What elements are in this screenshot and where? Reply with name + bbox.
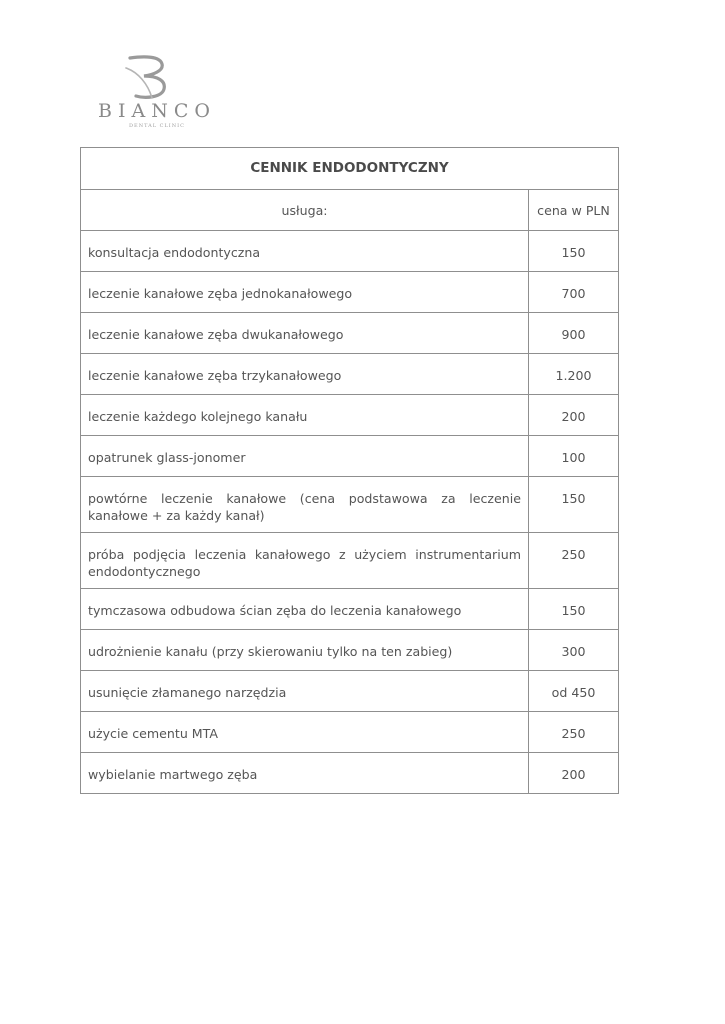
table-row <box>81 589 619 630</box>
service-name: powtórne leczenie kanałowe (cena podstawowa za leczenie kanałowe + za każdy kanał) <box>81 477 529 533</box>
service-price: 200 <box>529 753 619 794</box>
service-price: 150 <box>529 589 619 630</box>
service-price: od 450 <box>529 671 619 712</box>
table-row <box>81 753 619 794</box>
service-name: leczenie kanałowe zęba dwukanałowego <box>81 313 529 354</box>
service-price: 150 <box>529 477 619 533</box>
table-row <box>81 533 619 589</box>
table-row <box>81 436 619 477</box>
service-name: użycie cementu MTA <box>81 712 529 753</box>
service-price: 1.200 <box>529 354 619 395</box>
service-name: leczenie kanałowe zęba trzykanałowego <box>81 354 529 395</box>
service-name: tymczasowa odbudowa ścian zęba do leczenia kanałowego <box>81 589 529 630</box>
service-name: leczenie kanałowe zęba jednokanałowego <box>81 272 529 313</box>
service-price: 700 <box>529 272 619 313</box>
table-row <box>81 477 619 533</box>
table-title-row <box>81 148 619 190</box>
service-name: konsultacja endodontyczna <box>81 231 529 272</box>
table-row <box>81 395 619 436</box>
table-row <box>81 231 619 272</box>
service-name: opatrunek glass-jonomer <box>81 436 529 477</box>
price-table <box>80 147 619 794</box>
service-name: wybielanie martwego zęba <box>81 753 529 794</box>
table-row <box>81 313 619 354</box>
clinic-logo <box>94 54 224 130</box>
table-row <box>81 354 619 395</box>
logo-subtitle: DENTAL CLINIC <box>129 123 185 129</box>
table-header-row <box>81 190 619 231</box>
service-price: 250 <box>529 533 619 589</box>
service-price: 150 <box>529 231 619 272</box>
header-service: usługa: <box>81 190 529 231</box>
table-title: CENNIK ENDODONTYCZNY <box>81 148 619 190</box>
service-name: udrożnienie kanału (przy skierowaniu tylko na ten zabieg) <box>81 630 529 671</box>
service-name: usunięcie złamanego narzędzia <box>81 671 529 712</box>
service-price: 300 <box>529 630 619 671</box>
service-price: 900 <box>529 313 619 354</box>
service-name: próba podjęcia leczenia kanałowego z użyciem instrumentarium endodontycznego <box>81 533 529 589</box>
service-name: leczenie każdego kolejnego kanału <box>81 395 529 436</box>
bianco-b-monogram-icon <box>122 54 172 100</box>
table-row <box>81 671 619 712</box>
header-price: cena w PLN <box>529 190 619 231</box>
table-row <box>81 712 619 753</box>
table-row <box>81 272 619 313</box>
table-row <box>81 630 619 671</box>
service-price: 200 <box>529 395 619 436</box>
service-price: 100 <box>529 436 619 477</box>
service-price: 250 <box>529 712 619 753</box>
logo-wordmark: BIANCO <box>98 100 216 122</box>
